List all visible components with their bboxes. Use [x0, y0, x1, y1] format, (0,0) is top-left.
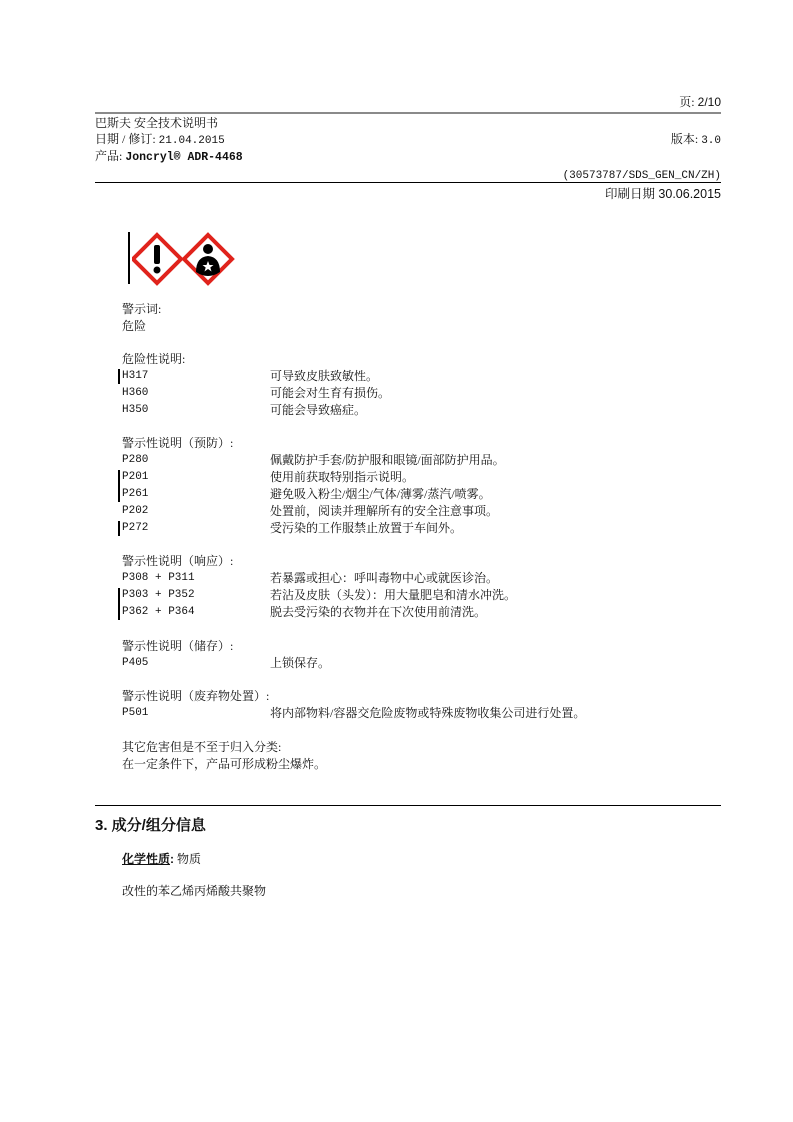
exclamation-mark-icon: [133, 235, 181, 283]
statement-text: 佩戴防护手套/防护服和眼镜/面部防护用品。: [270, 453, 505, 467]
product-name: Joncryl® ADR-4468: [125, 151, 243, 164]
disposal-row-p501: [122, 705, 722, 722]
statement-text: 可能会对生育有损伤。: [270, 386, 391, 400]
change-bar: [118, 369, 120, 384]
statement-text: 可能会导致癌症。: [270, 403, 367, 417]
revision-date: [95, 131, 225, 149]
response-row-p362-p364: [122, 604, 722, 621]
date-label: 日期 / 修订:: [95, 132, 156, 146]
statement-text: 受污染的工作服禁止放置于车间外。: [270, 521, 463, 535]
statement-code: P261: [122, 488, 149, 500]
prevention-row-p201: [122, 469, 722, 486]
statement-text: 若暴露或担心：呼叫毒物中心或就医诊治。: [270, 571, 499, 585]
statement-code: H350: [122, 404, 149, 416]
document-code: [480, 166, 721, 184]
section-3-title: 3. 成分/组分信息: [95, 817, 206, 834]
statement-text: 若沾及皮肤（头发）：用大量肥皂和清水冲洗。: [270, 588, 517, 602]
statement-text: 使用前获取特别指示说明。: [270, 470, 415, 484]
storage-label: 警示性说明（储存）:: [122, 639, 234, 653]
pictogram-row: [132, 232, 242, 288]
document-code-text: (30573787/SDS_GEN_CN/ZH): [562, 170, 721, 182]
statement-code: H317: [122, 370, 149, 382]
statement-code: P202: [122, 505, 149, 517]
hazard-statements-label: 危险性说明:: [122, 352, 186, 366]
page-number: [600, 94, 721, 110]
change-bar: [128, 232, 130, 284]
product: [95, 148, 243, 166]
version: [600, 131, 721, 149]
disposal-label: 警示性说明（废弃物处置）:: [122, 689, 270, 703]
print-date: 印刷日期 30.06.2015: [604, 187, 721, 201]
change-bar: [118, 521, 120, 536]
other-hazards-label: 其它危害但是不至于归入分类:: [122, 740, 282, 754]
section-divider: [95, 805, 721, 806]
date-value: 21.04.2015: [158, 135, 225, 147]
other-hazards-text: 在一定条件下，产品可形成粉尘爆炸。: [122, 757, 327, 771]
statement-code: P405: [122, 657, 149, 669]
statement-code: H360: [122, 387, 149, 399]
statement-text: 脱去受污染的衣物并在下次使用前清洗。: [270, 605, 487, 619]
chemical-nature-separator: :: [170, 852, 175, 866]
statement-code: P501: [122, 707, 149, 719]
document-title: 巴斯夫 安全技术说明书: [95, 116, 219, 130]
statement-text: 上锁保存。: [270, 656, 331, 670]
change-bar: [118, 588, 120, 620]
hazard-row-h360: [122, 385, 722, 402]
prevention-label: 警示性说明（预防）:: [122, 436, 234, 450]
change-bar: [118, 470, 120, 502]
hazard-row-h350: [122, 402, 722, 419]
prevention-row-p202: [122, 503, 722, 520]
signal-word-value: 危险: [122, 319, 147, 333]
health-hazard-icon: [184, 235, 232, 283]
page-label: 页:: [679, 95, 695, 109]
chemical-nature-value: 物质: [177, 852, 202, 866]
statement-code: P280: [122, 454, 149, 466]
version-value: 3.0: [701, 135, 721, 147]
statement-code: P362 + P364: [122, 606, 195, 618]
prevention-row-p280: [122, 452, 722, 469]
statement-text: 将内部物料/容器交危险废物或特殊废物收集公司进行处置。: [270, 706, 586, 720]
statement-text: 避免吸入粉尘/烟尘/气体/薄雾/蒸汽/喷雾。: [270, 487, 491, 501]
chemical-nature: [122, 851, 201, 868]
storage-row-p405: [122, 655, 722, 672]
product-label: 产品:: [95, 149, 123, 163]
signal-word-label: 警示词:: [122, 302, 162, 316]
statement-code: P308 + P311: [122, 572, 195, 584]
prevention-row-p261: [122, 486, 722, 503]
statement-code: P201: [122, 471, 149, 483]
response-row-p308-p311: [122, 570, 722, 587]
hazard-row-h317: [122, 368, 722, 385]
chemical-nature-label: 化学性质: [122, 852, 171, 866]
response-row-p303-p352: [122, 587, 722, 604]
page-value: 2/10: [697, 95, 721, 109]
header-top-rule: [95, 112, 721, 114]
statement-text: 处置前，阅读并理解所有的安全注意事项。: [270, 504, 499, 518]
statement-text: 可导致皮肤致敏性。: [270, 369, 379, 383]
version-label: 版本:: [670, 132, 699, 146]
substance-description: 改性的苯乙烯丙烯酸共聚物: [122, 884, 267, 898]
statement-code: P272: [122, 522, 149, 534]
statement-code: P303 + P352: [122, 589, 195, 601]
response-label: 警示性说明（响应）:: [122, 554, 234, 568]
prevention-row-p272: [122, 520, 722, 537]
